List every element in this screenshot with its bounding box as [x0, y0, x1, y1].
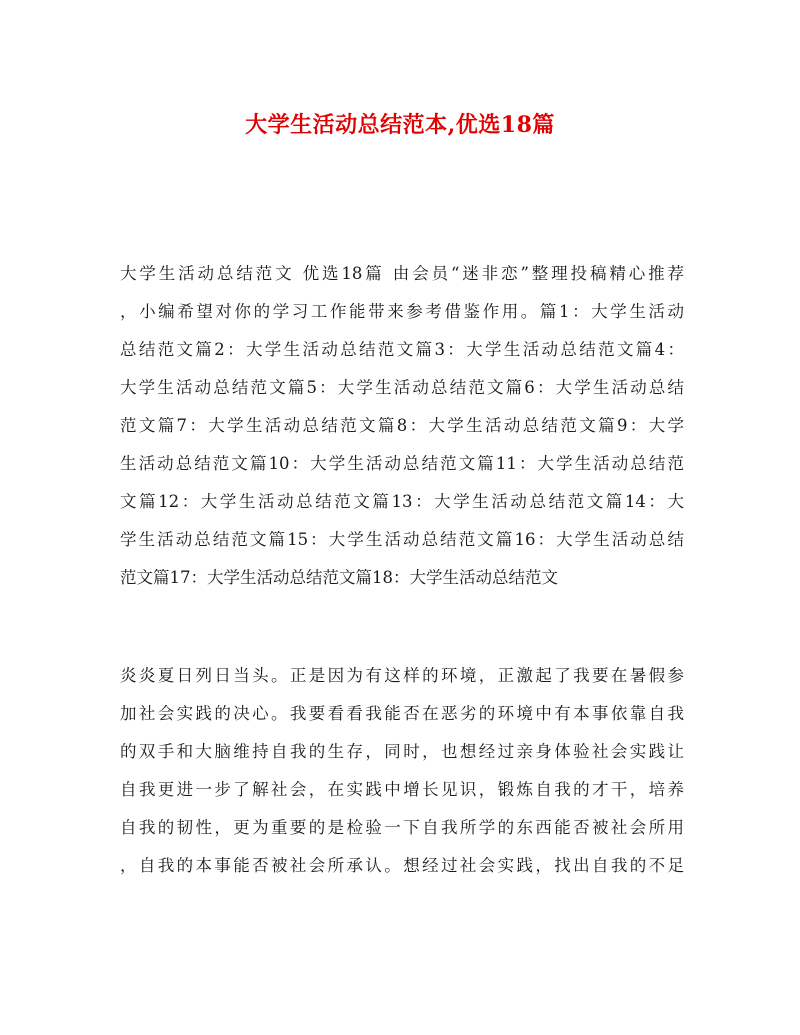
intro-paragraph: [120, 255, 684, 597]
paragraph-line: 总结范文篇2：大学生活动总结范文篇3：大学生活动总结范文篇4：: [120, 340, 684, 359]
paragraph-line: 文篇12：大学生活动总结范文篇13：大学生活动总结范文篇14：大: [120, 492, 684, 511]
paragraph-line: 的双手和大脑维持自我的生存，同时，也想经过亲身体验社会实践让: [120, 742, 684, 761]
paragraph-line: ，自我的本事能否被社会所承认。想经过社会实践，找出自我的不足: [120, 856, 684, 875]
paragraph-line: 自我的韧性，更为重要的是检验一下自我所学的东西能否被社会所用: [120, 818, 684, 837]
paragraph-line: 范文篇7：大学生活动总结范文篇8：大学生活动总结范文篇9：大学: [120, 416, 684, 435]
paragraph-line: 大学生活动总结范文篇5：大学生活动总结范文篇6：大学生活动总结: [120, 378, 684, 397]
paragraph-line: 学生活动总结范文篇15：大学生活动总结范文篇16：大学生活动总结: [120, 530, 684, 549]
paragraph-line: 自我更进一步了解社会，在实践中增长见识，锻炼自我的才干，培养: [120, 780, 684, 799]
paragraph-line: 炎炎夏日列日当头。正是因为有这样的环境，正激起了我要在暑假参: [120, 666, 684, 685]
paragraph-line: 范文篇17：大学生活动总结范文篇18：大学生活动总结范文: [120, 568, 558, 587]
paragraph-line: 加社会实践的决心。我要看看我能否在恶劣的环境中有本事依靠自我: [120, 704, 684, 723]
paragraph-line: ，小编希望对你的学习工作能带来参考借鉴作用。篇1：大学生活动: [120, 302, 684, 321]
document-title: 大学生活动总结范本,优选18篇: [245, 112, 555, 138]
body-paragraph: [120, 657, 684, 885]
paragraph-line: 大学生活动总结范文 优选18篇 由会员“迷非恋”整理投稿精心推荐: [120, 264, 684, 283]
paragraph-line: 生活动总结范文篇10：大学生活动总结范文篇11：大学生活动总结范: [120, 454, 684, 473]
